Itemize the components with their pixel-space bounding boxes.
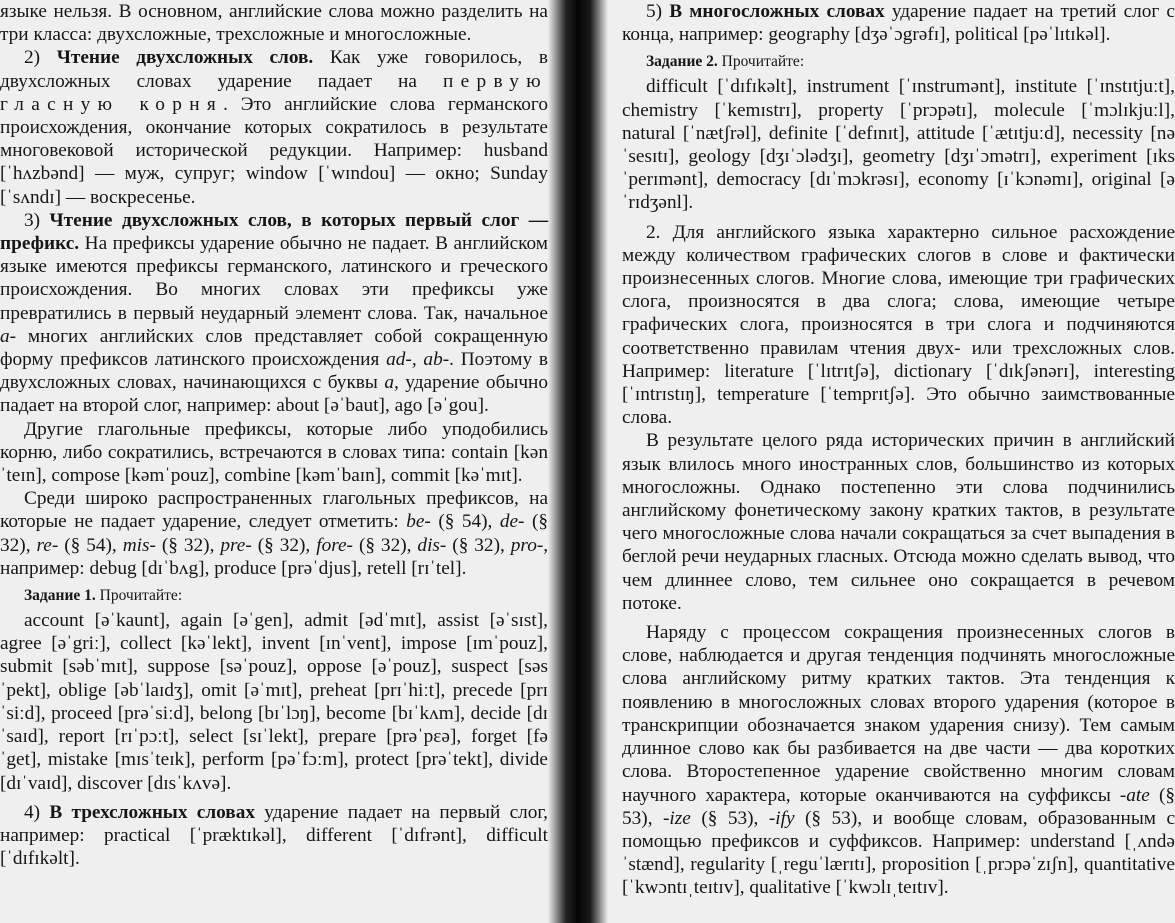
section-2-spaced-phrase: первую гласную корня	[0, 70, 549, 115]
section-3-number: 3)	[24, 209, 41, 231]
section-3-text-b: многих английских слов представляет собой сокращенную форму префиксов латинского происхождения	[0, 325, 548, 371]
prefixes-ad-ab: ad-, ab-	[386, 349, 450, 371]
section-2-text-b: . Это английские слова германского происхождения, окончание которых сократилось в результате многовековой исторической редукции. Например: husband [ˈhʌzbənd] — муж, супруг; window [ˈwɪndou] — окно; Sunday [ˈsʌndɪ] — воскресенье.	[0, 93, 548, 208]
task-2-words: difficult [ˈdɪfɪkəlt], instrument [ˈɪnstrumənt], institute [ˈɪnstɪtjuːt], chemistry [ˈkemɪstrɪ], property [ˈprɔpətɪ], molecule [ˈmɔlɪkjuːl], natural [ˈnætʃrəl], definite [ˈdefɪnɪt], attitude [ˈætɪtjuːd], necessity [nəˈsesɪtɪ], geology [dʒɪˈɔlədʒɪ], geometry [dʒɪˈɔmətrɪ], experiment [ɪksˈperɪmənt], democracy [dɪˈmɔkrəsɪ], economy [ɪˈkɔnəmɪ], original [əˈrɪdʒənl].	[622, 76, 1175, 214]
section-3-text-a: На префиксы ударение обычно не падает. В английском языке имеются префиксы германского, латинского и греческого происхождения. Во многих словах эти префиксы уже превратились в первый неударный элемент слова. Так, начальное	[0, 233, 548, 324]
section-3-title: Чтение двухсложных слов, в которых первый слог — префикс.	[0, 209, 548, 255]
section-3-paragraph	[0, 209, 548, 418]
task-2-heading	[622, 51, 1175, 73]
prefix-de: de-	[499, 511, 525, 533]
prefix-re: re-	[36, 534, 59, 556]
section-2-paragraph	[0, 46, 548, 208]
ref-re: (§ 54),	[64, 534, 117, 556]
ref-ify: (§ 53),	[805, 807, 863, 829]
common-prefixes-text-a: Среди широко распространенных глагольных префиксов, на которые не падает ударение, следует отметить:	[0, 488, 548, 533]
ref-pre: (§ 32),	[257, 534, 311, 556]
paragraph-3: В результате целого ряда исторических причин в английский язык влилось много иностранных слов, большинство из которых многосложны. Однако постепенно эти слова подчинились английскому фонетическому закону кратких тактов, в результате чего многосложные слова начали сокращаться за счет выпадения в беглой речи неударных гласных. Отсюда можно сделать вывод, что чем длиннее слово, тем сильнее оно сокращается в речевом потоке.	[622, 430, 1175, 614]
task-2-label: Задание 2.	[646, 53, 718, 71]
ref-be: (§ 54),	[438, 511, 493, 533]
paragraph-4-text-a: Наряду с процессом сокращения произнесенных слогов в слове, наблюдается и другая тенденция подчинять многосложные слова английскому ритму кратких тактов. Эта тенденция к появлению в многосложных словах второго ударения (которое в транскрипции обозначается знаком ударения снизу). Тем самым длинное слово как бы разбивается на две части — два коротких слова. Второстепенное ударение свойственно многим словам научного характера, которые оканчиваются на суффиксы	[622, 622, 1175, 806]
common-prefixes-paragraph	[0, 487, 548, 580]
suffix-ate: -ate	[1119, 784, 1150, 806]
prefix-a: a-	[0, 325, 17, 347]
prefix-pro: pro-	[510, 534, 544, 556]
section-5-text: ударение падает на третий слог с конца, например: geography [dʒəˈɔgrəfɪ], political [pəˈlɪtɪkəl].	[622, 1, 1175, 46]
section-4-text: ударение падает на первый слог, например: practical [ˈpræktɪkəl], different [ˈdɪfrənt], difficult [ˈdɪfɪkəlt].	[0, 801, 548, 870]
section-2-title: Чтение двухсложных слов.	[56, 47, 314, 69]
section-4-paragraph	[0, 801, 548, 871]
prefix-be: be-	[406, 511, 431, 533]
prefix-pre: pre-	[220, 534, 252, 556]
right-page	[600, 0, 1175, 923]
prefix-dis: dis-	[417, 534, 447, 556]
task-1-label: Задание 1.	[24, 587, 96, 605]
intro-continued: языке нельзя. В основном, английские слова можно разделить на три класса: двухсложные, трехсложные и многосложные.	[0, 1, 548, 46]
section-3-text-c: . Поэтому в двухсложных словах, начинающихся с буквы	[0, 349, 549, 394]
task-2-text: Прочитайте:	[721, 53, 805, 71]
left-column	[0, 0, 548, 870]
section-5-number: 5)	[646, 1, 663, 22]
prefix-mis: mis-	[122, 534, 156, 556]
right-column	[622, 0, 1175, 900]
section-3-text-d: ударение обычно падает на второй слог, например: about [əˈbaut], ago [əˈgou].	[0, 372, 548, 417]
common-prefixes-text-b: , например: debug [dɪˈbʌg], produce [prəˈdjus], retell [rɪˈtel].	[0, 534, 549, 579]
section-2-text-a: Как уже говорилось, в двухсложных словах ударение падает на	[0, 47, 548, 92]
task-1-heading	[0, 585, 548, 607]
section-5-paragraph	[622, 0, 1175, 46]
ref-fore: (§ 32),	[358, 534, 412, 556]
book-spine-shadow	[548, 0, 608, 923]
verbal-prefixes-paragraph: Другие глагольные префиксы, которые либо уподобились корню, либо сократились, встречаются в словах типа: contain [kənˈteɪn], compose [kəmˈpouz], combine [kəmˈbaɪn], commit [kəˈmɪt].	[0, 418, 548, 487]
paragraph-4	[622, 621, 1175, 899]
paragraph-2: 2. Для английского языка характерно сильное расхождение между количеством графических слогов в слове и фактически произнесенных слогов. Многие слова, имеющие три графических слога, произносятся в два слога; слова, имеющие четыре графических слога, произносятся в три слога и подчиняются соответственно правилам чтения двух- или трехсложных слов. Например: literature [ˈlɪtrɪtʃə], dictionary [ˈdɪkʃənərɪ], interesting [ˈɪntrɪstɪŋ], temperature [ˈtemprɪtʃə]. Это обычно заимствованные слова.	[622, 221, 1175, 429]
task-1-text: Прочитайте:	[99, 587, 183, 605]
section-4-title: В трехсложных словах	[49, 801, 256, 823]
task-1-words: account [əˈkaunt], again [əˈgen], admit [ədˈmɪt], assist [əˈsɪst], agree [əˈgriː], collect [kəˈlekt], invent [ɪnˈvent], impose [ɪmˈpouz], submit [səbˈmɪt], suppose [səˈpouz], oppose [əˈpouz], suspect [səsˈpekt], oblige [əbˈlaɪdʒ], omit [əˈmɪt], preheat [prɪˈhiːt], precede [prɪˈsiːd], proceed [prəˈsiːd], belong [bɪˈlɔŋ], become [bɪˈkʌm], decide [dɪˈsaɪd], report [rɪˈpɔːt], select [sɪˈlekt], prepare [prəˈpɛə], forget [fəˈget], mistake [mɪsˈteɪk], perform [pəˈfɔːm], protect [prəˈtekt], divide [dɪˈvaɪd], discover [dɪsˈkʌvə].	[0, 610, 548, 794]
ref-mis: (§ 32),	[161, 534, 215, 556]
left-page	[0, 0, 565, 923]
suffix-ify: -ify	[768, 807, 795, 829]
section-5-title: В многосложных словах	[669, 1, 885, 22]
ref-dis: (§ 32),	[452, 534, 505, 556]
section-4-number: 4)	[24, 801, 41, 823]
ref-de: (§ 32),	[0, 511, 548, 556]
paragraph-4-text-b: и вообще словам, образованным с помощью префиксов и суффиксов. Например: understand [ˌʌndəˈstænd], regularity [ˌreguˈlærɪtɪ], proposition [ˌprɔpəˈzɪʃn], quantitative [ˈkwɔntɪˌteɪtɪv], qualitative [ˈkwɔlɪˌteɪtɪv].	[622, 807, 1175, 899]
ref-ate: (§ 53),	[622, 784, 1175, 829]
prefix-fore: fore-	[316, 534, 353, 556]
suffix-ize: -ize	[663, 807, 691, 829]
section-2-number: 2)	[24, 47, 41, 69]
ref-ize: (§ 53),	[701, 807, 759, 829]
letter-a: a,	[384, 372, 399, 394]
